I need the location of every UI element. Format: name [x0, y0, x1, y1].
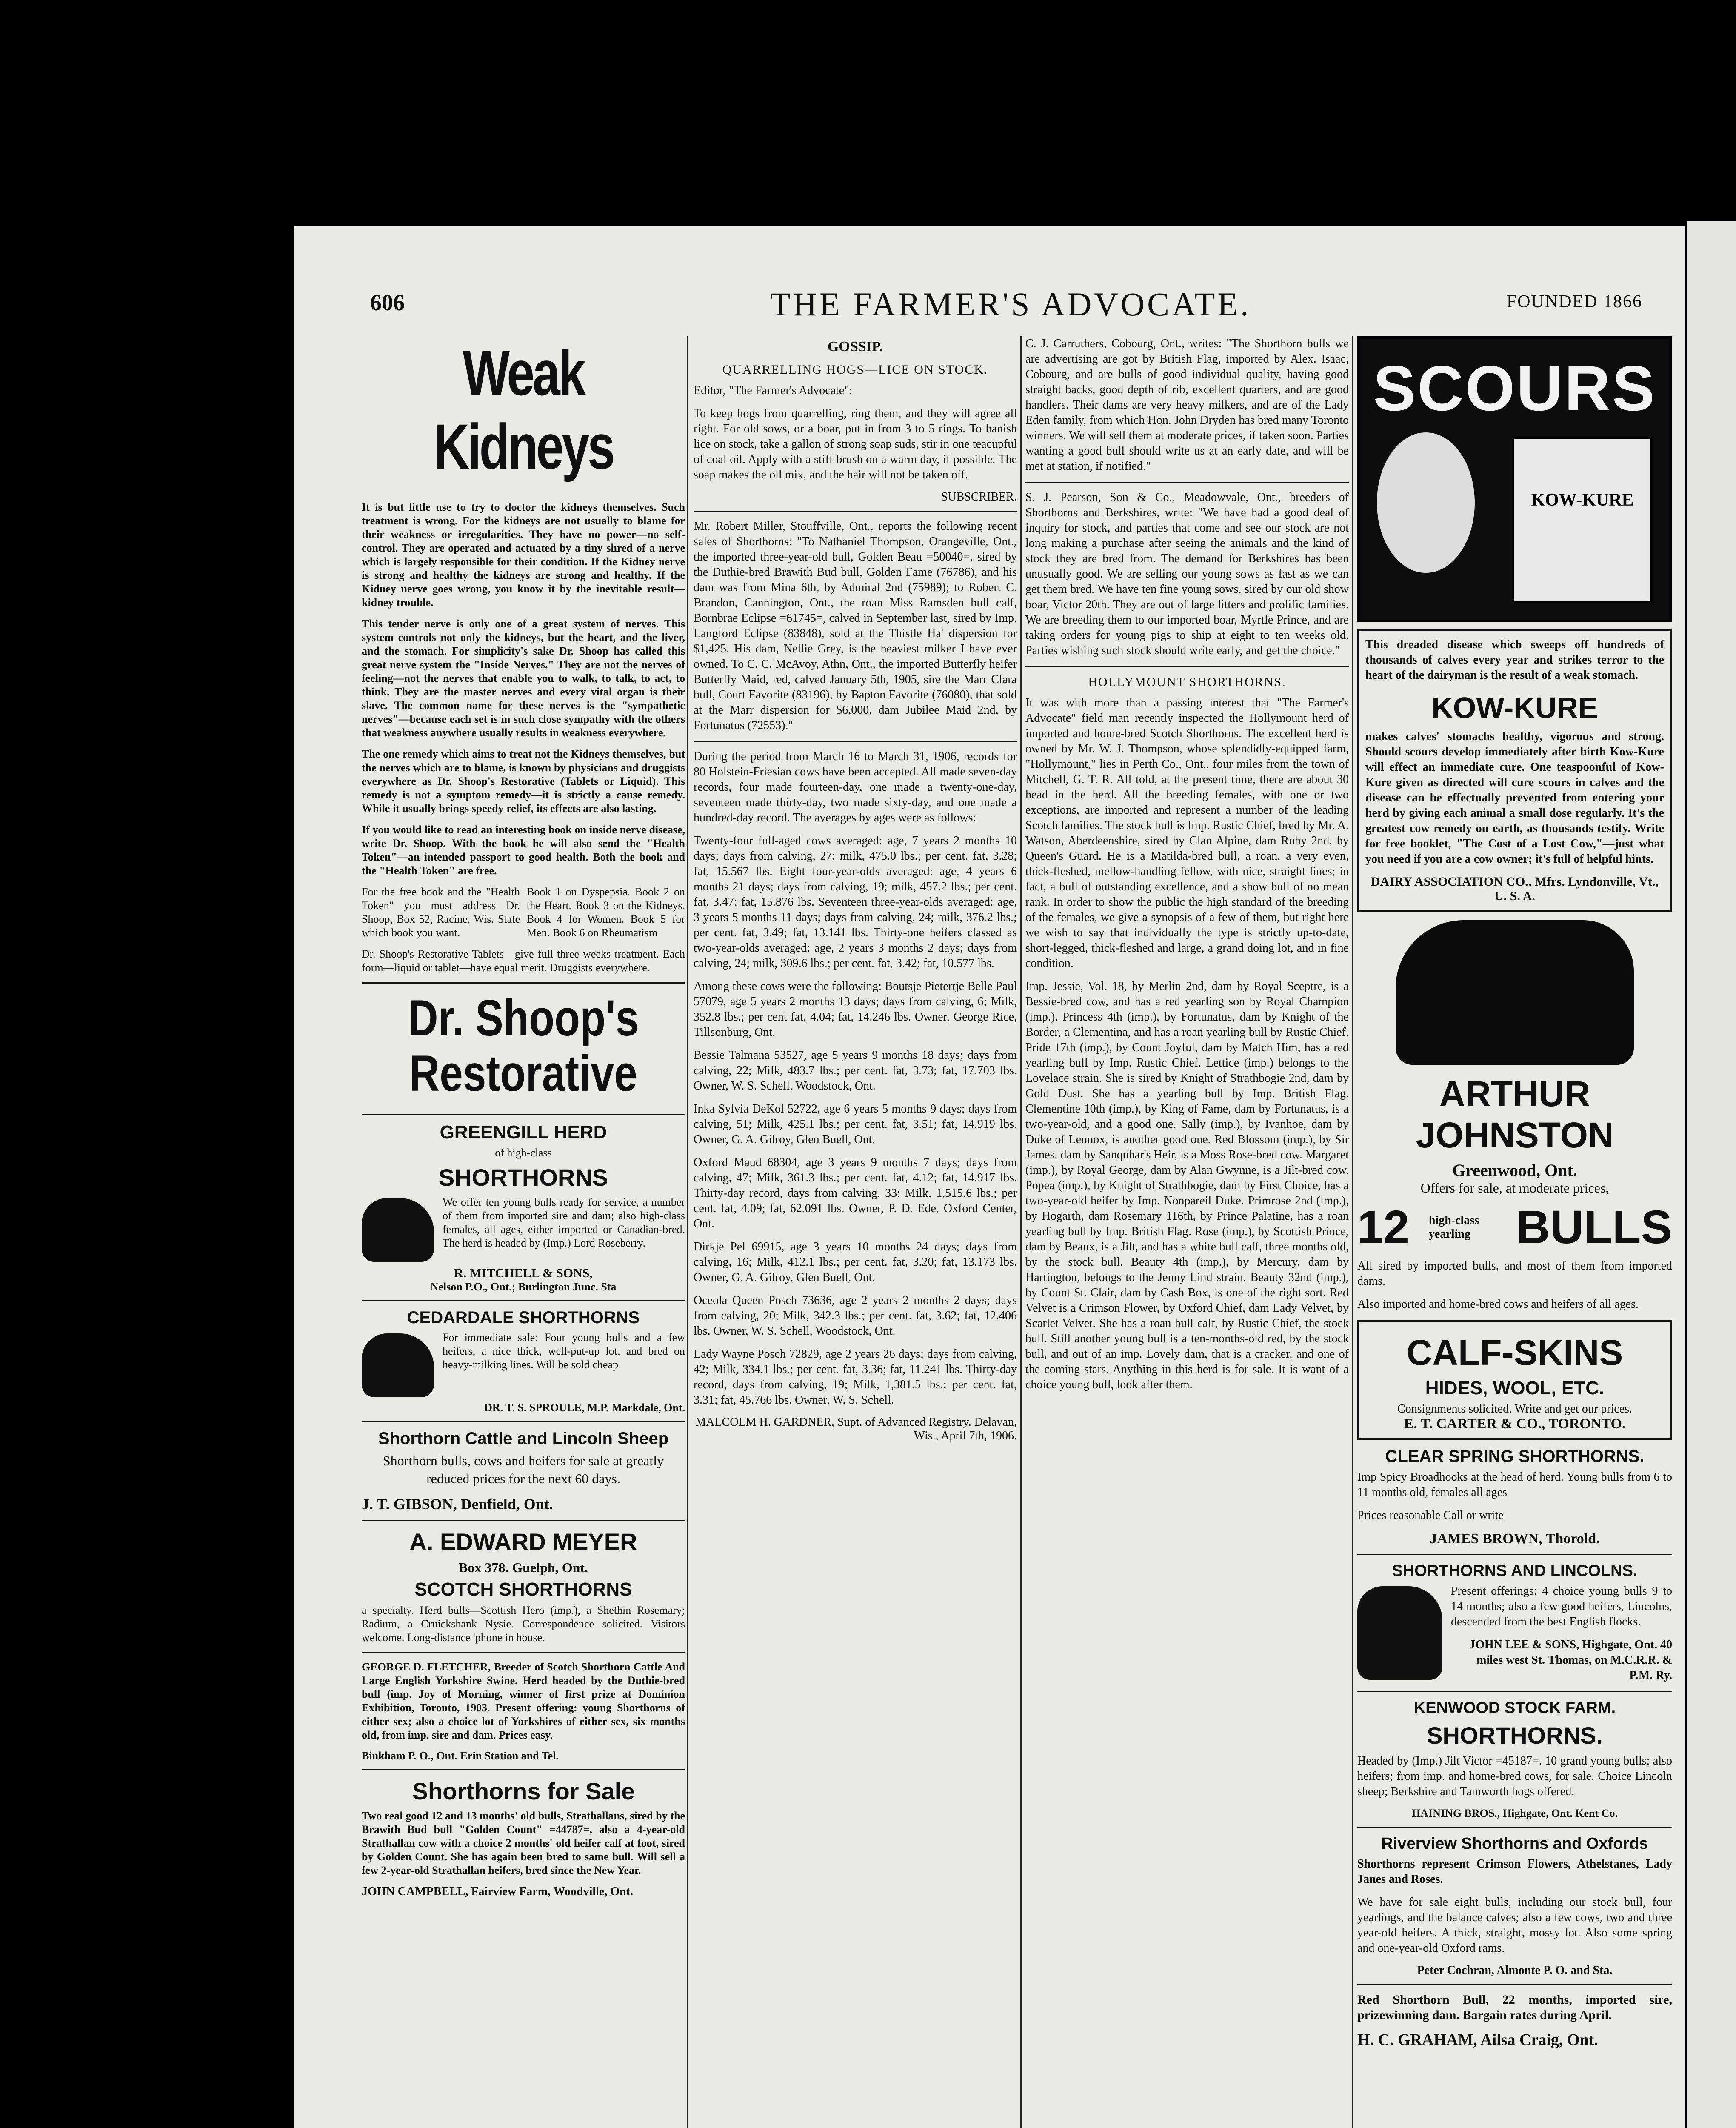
kidneys-paragraph: It is but little use to try to doctor the kidneys themselves. Such treatment is wrong. For the kidneys are not usually to blame for their weakness or irregularities. They have no power—no self-control. They are operated and actuated by a tiny shred of a nerve which is largely responsible for their condition. If the Kidney nerve is strong and healthy the kidneys are strong and healthy. If the Kidney nerve goes wrong, you know it by the inevitable result—kidney trouble.	[362, 501, 685, 609]
founded-line: FOUNDED 1866	[1506, 292, 1642, 312]
scours-title: SCOURS	[1373, 352, 1656, 424]
divider	[362, 1652, 685, 1653]
carruthers-item: C. J. Carruthers, Cobourg, Ont., writes: "The Shorthorn bulls we are advertising are got by British Flag, imported by Alex. Isaac, Cobourg, and are bulls of good individual quality, having good straight backs, good depth of rib, excellent quarters, and are good handlers. Their dams are very heavy milkers, and are of the Lady Eden family, from which Hon. John Dryden has bred many Toronto winners. We will sell them at moderate prices, if taken soon. Parties wanting a good bull should write us at an early date, and will be met at station, if notified."	[1025, 337, 1349, 473]
hides-heading: HIDES, WOOL, ETC.	[1425, 1378, 1605, 1399]
divider	[362, 1421, 685, 1422]
scours-ad-banner	[1357, 336, 1672, 622]
fletcher-body: GEORGE D. FLETCHER, Breeder of Scotch Shorthorn Cattle And Large English Yorkshire Swine. Herd headed by the Duthie-bred bull (imp. Joy of Morning, winner of first prize at Dominion Exhibition, Toronto, 1903. Present offering: young Shorthorns of either sex; also a choice lot of Yorkshires of either sex, six months old, from imp. sire and dam. Prices easy.	[362, 1661, 685, 1741]
adjacent-page-edge	[1687, 221, 1736, 2128]
divider	[362, 1769, 685, 1770]
kowkure-heading: KOW-KURE	[1431, 691, 1598, 724]
sheep-illustration	[1357, 1586, 1442, 1680]
greengill-body: We offer ten young bulls ready for service, a number of them from imported sire and dam; also high-class females, all ages, either imported or Canadian-bred. The herd is headed by (Imp.) Lord Roseberry.	[443, 1196, 685, 1249]
hollymount-heading: HOLLYMOUNT SHORTHORNS.	[1088, 675, 1286, 689]
cochran-sign: Peter Cochran, Almonte P. O. and Sta.	[1417, 1964, 1613, 1977]
column-2	[694, 336, 1017, 2128]
riverview-heading: Riverview Shorthorns and Oxfords	[1381, 1835, 1648, 1853]
hogs-heading: QUARRELLING HOGS—LICE ON STOCK.	[722, 363, 988, 377]
divider	[362, 1520, 685, 1521]
bulls-row	[1357, 1200, 1672, 1254]
restorative-title: Dr. Shoop's	[408, 990, 639, 1047]
greenwood: Greenwood, Ont.	[1452, 1161, 1577, 1180]
meyer-address: Box 378. Guelph, Ont.	[458, 1560, 588, 1575]
kenwood-shorthorns: SHORTHORNS.	[1427, 1722, 1603, 1749]
divider	[1025, 482, 1349, 483]
book-instructions: For the free book and the "Health Token" you must address Dr. Shoop, Box 52, Racine, Wis. State which book you want.	[362, 886, 520, 939]
greengill-sign: R. MITCHELL & SONS,	[454, 1266, 593, 1280]
greengill-heading: GREENGILL HERD	[440, 1122, 607, 1143]
greengill-sub: of high-class	[495, 1147, 552, 1159]
scotch-heading: SCOTCH SHORTHORNS	[414, 1579, 632, 1600]
meyer-body: a specialty. Herd bulls—Scottish Hero (imp.), a Shethin Rosemary; Radium, a Cruickshank Nysie. Correspondence solicited. Visitors welcome. Long-distance 'phone in house.	[362, 1604, 685, 1644]
lincoln-heading: Shorthorn Cattle and Lincoln Sheep	[378, 1429, 669, 1448]
highclass-label: high-class yearling	[1428, 1213, 1479, 1241]
column-1	[362, 336, 685, 2128]
johnlee-sign: JOHN LEE & SONS, Highgate, Ont. 40 miles west St. Thomas, on M.C.R.R. & P.M. Ry.	[1469, 1638, 1672, 1682]
carter-sign: E. T. CARTER & CO., TORONTO.	[1404, 1416, 1626, 1432]
greengill-shorthorns: SHORTHORNS	[438, 1164, 608, 1191]
column-rule	[1352, 336, 1353, 2128]
gardner-sign: MALCOLM H. GARDNER, Supt. of Advanced Registry. Delavan, Wis., April 7th, 1906.	[695, 1416, 1017, 1442]
jamesbrown-sign: JAMES BROWN, Thorold.	[1430, 1531, 1600, 1547]
column-4	[1357, 336, 1672, 2128]
kidneys-paragraph: The one remedy which aims to treat not the Kidneys themselves, but the nerves which are to blame, is known by physicians and druggists everywhere as Dr. Shoop's Restorative (Tablets or Liquid). This remedy is not a symptom remedy—it is strictly a cause remedy. While it usually brings speedy relief, its effects are also lasting.	[362, 748, 685, 815]
kenwood-body: Headed by (Imp.) Jilt Victor =45187=. 10 grand young bulls; also heifers; from imp. and home-bred cows, for sale. Choice Lincoln sheep; Berkshire and Tamworth hogs offered.	[1357, 1754, 1672, 1798]
hollymount-paragraph: Imp. Jessie, Vol. 18, by Merlin 2nd, dam by Royal Sceptre, is a Bessie-bred cow, and has a red yearling son by Royal Champion (imp.). Princess 4th (imp.), by Fortunatus, dam by Knight of the Border, a Clementina, and has a roan yearling bull by Rustic Chief. Pride 17th (imp.), by Count Joyful, dam by Match Him, has a red yearling bull by Imp. Rustic Chief. Lettice (imp.) belongs to the Lovelace strain. She is sired by Knight of Strathbogie 2nd, dam by Gold Dust. She has a yearling bull by Imp. British Flag. Clementine 10th (imp.), by King of Fame, dam by Fortunatus, is a two-year-old, and a good one. Sally (imp.), by Ivanhoe, dam by Duke of Lennox, is another good one. Red Blossom (imp.), by Sir James, dam by Sanquhar's Heir, is a Moss Rose-bred cow. Margaret (imp.), by Royal George, dam by Alan Gwynne, is a Jilt-bred cow. Popea (imp.), by Knight of Strathbogie, dam by First Choice, has a two-year-old heifer by Imp. Nonpareil Duke. Primrose 2nd (imp.), by Hogarth, dam Rosemary 116th, by Prince Palatine, has a roan yearling bull by Imp. British Flag. Rose (imp.), by Scottish Prince, dam by Beaux, is a Jilt, and has a white bull calf, three months old, by the stock bull. Beauty 4th (imp.), by Mercury, dam by Hartington, belongs to the Jenny Lind strain. Beauty 32nd (imp.), by Count St. Clair, dam by Cash Box, is one of the right sort. Red Velvet is a Crimson Flower, by Oxford Chief, dam Lady Velvet, by Scarlet Velvet. She has a roan bull calf, by Rustic Chief, the stock bull. Still another young bull is a ten-months-old red, by the stock bull, and out of an imp. Lovely dam, that is a cracker, and one of the coming stars. Anything in this herd is for sale. It is want of a choice young bull, look after them.	[1025, 980, 1349, 1391]
kenwood-heading: KENWOOD STOCK FARM.	[1413, 1699, 1616, 1717]
holstein-paragraph: Among these cows were the following: Boutsje Pietertje Belle Paul 57079, age 5 years 2 months 13 days; days from calving, 6; Milk, 352.8 lbs.; per cent fat, 4.04; fat, 14.246 lbs. Owner, George Rice, Tillsonburg, Ont.	[694, 980, 1017, 1039]
sheep-illustration	[362, 1198, 434, 1262]
gibson-sign: J. T. GIBSON, Denfield, Ont.	[362, 1496, 553, 1513]
bull-illustration	[362, 1333, 434, 1397]
kidneys-paragraph: If you would like to read an interesting book on inside nerve disease, write Dr. Shoop. With the book he will also send the "Health Token"—an intended passport to good health. Both the book and the "Health Token" are free.	[362, 824, 685, 877]
divider	[1357, 1827, 1672, 1828]
fletcher-address: Binkham P. O., Ont. Erin Station and Tel.	[362, 1750, 559, 1762]
page-number: 606	[370, 290, 405, 315]
kowkure-body: makes calves' stomachs healthy, vigorous and strong. Should scours develop immediately after birth Kow-Kure will effect an immediate cure. One teaspoonful of Kow-Kure given as directed will cure scours in calves and the disease can be effectually prevented from entering your herd by giving each animal a small dose regularly. It's the greatest cow remedy on earth, as thousands testify. Write for free booklet, "The Cost of a Lost Cow,"—just what you need if you are a cow owner; it's full of helpful hints.	[1365, 730, 1664, 866]
kowkure-tin-illustration	[1512, 437, 1653, 603]
divider	[1357, 1984, 1672, 1985]
book-list	[362, 885, 685, 947]
hollymount-paragraph: It was with more than a passing interest that "The Farmer's Advocate" field man recently inspected the Hollymount herd of imported and home-bred Scotch Shorthorns. The excellent herd is owned by Mr. W. J. Thompson, whose splendidly-equipped farm, "Hollymount," lies in Perth Co., Ont., four miles from the town of Mitchell, G. T. R. All told, at the present time, there are about 30 head in the herd. All the breeding females, with one or two exceptions, are imported and represent a number of the leading Scotch families. The stock bull is Imp. Rustic Chief, bred by Mr. A. Watson, Aberdeenshire, sired by Clan Alpine, dam Ruby 2nd, by Queen's Guard. He is a Matilda-bred bull, a roan, a very even, thick-fleshed, mellow-handling fellow, with nice, straight lines; in fact, a bull of outstanding excellence, and a show bull of no mean rank. In order to show the public the high standard of the breeding of the females, we give a synopsis of a few of them, but right here we wish to say that individually the type is strictly up-to-date, short-legged, thick-fleshed and large, a grand doing lot, and in fine condition.	[1025, 696, 1349, 970]
dairy-association: DAIRY ASSOCIATION CO., Mfrs. Lyndonville, Vt., U. S. A.	[1371, 875, 1659, 903]
clearspring-body: Imp Spicy Broadhooks at the head of herd. Young bulls from 6 to 11 months old, females all ages	[1357, 1470, 1672, 1499]
divider	[1357, 1554, 1672, 1555]
bull-illustration	[1396, 920, 1634, 1065]
holstein-paragraph: Bessie Talmana 53527, age 5 years 9 months 18 days; days from calving, 22; Milk, 483.7 lbs.; per cent. fat, 3.73; fat, 17.703 lbs. Owner, W. S. Schell, Woodstock, Ont.	[694, 1049, 1017, 1093]
cedardale-body: For immediate sale: Four young bulls and a few heifers, a nice thick, well-put-up lot, and bred on heavy-milking lines. Will be sold cheap	[443, 1331, 685, 1371]
sired-line: All sired by imported bulls, and most of them from imported dams.	[1357, 1259, 1672, 1288]
holstein-paragraph: Oceola Queen Posch 73636, age 2 years 2 months 2 days; days from calving, 20; Milk, 342.3 lbs.; per cent. fat, 3.62; fat, 12.406 lbs. Owner, W. S. Schell, Woodstock, Ont.	[694, 1294, 1017, 1338]
holstein-paragraph: Oxford Maud 68304, age 3 years 9 months 7 days; days from calving, 47; Milk, 361.3 lbs.; per cent. fat, 4.12; fat, 14.917 lbs. Thirty-day record, days from calving, 33; Milk, 1,515.6 lbs.; per cent. fat, 4.09; fat, 62.091 lbs. Owner, P. D. Ede, Oxford Center, Ont.	[694, 1156, 1017, 1230]
lincoln-body: Shorthorn bulls, cows and heifers for sale at greatly reduced prices for the next 60 days.	[383, 1453, 664, 1486]
gossip-heading: GOSSIP.	[827, 339, 883, 355]
book-titles: Book 1 on Dyspepsia. Book 2 on the Heart. Book 3 on the Kidneys. Book 4 for Women. Book 5 for Men. Book 6 on Rheumatism	[527, 886, 685, 939]
offers-line: Offers for sale, at moderate prices,	[1420, 1180, 1609, 1196]
divider	[694, 511, 1017, 512]
holstein-paragraph: Lady Wayne Posch 72829, age 2 years 26 days; days from calving, 42; Milk, 334.1 lbs.; per cent. fat, 3.36; fat, 11.241 lbs. Thirty-day record, days from calving, 19; Milk, 1,381.5 lbs.; per cent. fat, 3.31; fat, 45.766 lbs. Owner, W. S. Schell.	[694, 1347, 1017, 1407]
tin-label: KOW-KURE	[1531, 490, 1634, 510]
divider	[362, 1114, 685, 1115]
consign-line: Consignments solicited. Write and get our prices.	[1397, 1402, 1633, 1416]
column-rule	[687, 336, 688, 2128]
pearson-item: S. J. Pearson, Son & Co., Meadowvale, Ont., breeders of Shorthorns and Berkshires, write: "We have had a good deal of inquiry for stock, and parties that come and see our stock are not long making a purchase after seeing the animals and the kind of stock they are bred from. The demand for Berkshires has been unusually good. We are selling our young sows as fast as we can get them bred. We have ten fine young sows, sired by our old show boar, Victor 20th. They are out of large litters and prolific families. We are breeding them to our imported boar, Myrtle Prince, and are taking orders for young pigs to ship at eight to ten weeks old. Parties wishing such stock should write early, and get the choice."	[1025, 491, 1349, 657]
arthur-johnston-heading: ARTHUR JOHNSTON	[1416, 1074, 1614, 1155]
divider	[362, 982, 685, 984]
subscriber-sign: SUBSCRIBER.	[941, 490, 1017, 503]
column-rule	[1020, 336, 1022, 2128]
restorative-title: Restorative	[409, 1045, 637, 1102]
divider	[1357, 1691, 1672, 1692]
riverview-sub: Shorthorns represent Crimson Flowers, Athelstanes, Lady Janes and Roses.	[1357, 1857, 1672, 1886]
kowkure-box	[1357, 629, 1672, 912]
redbull-line: Red Shorthorn Bull, 22 months, imported sire, prizewinning dam. Bargain rates during April.	[1357, 1993, 1672, 2022]
holstein-paragraph: Inka Sylvia DeKol 52722, age 6 years 5 months 9 days; days from calving, 51; Milk, 425.1 lbs.; per cent. fat, 3.51; fat, 14.919 lbs. Owner, G. A. Gilroy, Glen Buell, Ont.	[694, 1102, 1017, 1146]
masthead: THE FARMER'S ADVOCATE.	[770, 286, 1251, 323]
divider	[362, 1300, 685, 1301]
bulls-word: BULLS	[1516, 1201, 1672, 1253]
haining-sign: HAINING BROS., Highgate, Ont. Kent Co.	[1412, 1807, 1618, 1819]
prices-line: Prices reasonable Call or write	[1357, 1509, 1504, 1522]
holstein-paragraph: During the period from March 16 to March 31, 1906, records for 80 Holstein-Friesian cows have been accepted. All made seven-day records, four made fourteen-day, one made a twenty-one-day, seventeen made thirty-day, two made sixty-day, and one made a hundred-day record. The averages by ages were as follows:	[694, 750, 1017, 824]
graham-sign: H. C. GRAHAM, Ailsa Craig, Ont.	[1357, 2031, 1598, 2049]
campbell-sign: JOHN CAMPBELL, Fairview Farm, Woodville, Ont.	[362, 1885, 634, 1898]
holstein-paragraph: Dirkje Pel 69915, age 3 years 10 months 24 days; days from calving, 16; Milk, 412.1 lbs.; per cent. fat, 3.20; fat, 13.173 lbs. Owner, G. A. Gilroy, Glen Buell, Ont.	[694, 1240, 1017, 1284]
clearspring-heading: CLEAR SPRING SHORTHORNS.	[1385, 1447, 1645, 1466]
column-3	[1025, 336, 1349, 2128]
kidneys-paragraph: This tender nerve is only one of a great system of nerves. This system controls not only the kidneys, but the heart, and the liver, and the stomach. For simplicity's sake Dr. Shoop has called this great nerve system the "Inside Nerves." They are not the nerves of feeling—not the nerves that enable you to walk, to talk, to act, to think. They are the master nerves and every vital organ is their slave. The common name for these nerves is the "sympathetic nerves"—because each set is in such close sympathy with the others that weakness anywhere usually results in weakness everywhere.	[362, 618, 685, 739]
riverview-body: We have for sale eight bulls, including our stock bull, four yearlings, and the balance calves; also a few cows, two and three year-old heifers. A thick, straight, mossy lot. Also some spring and one-year-old Oxford rams.	[1357, 1896, 1672, 1955]
meyer-heading: A. EDWARD MEYER	[409, 1528, 637, 1555]
also-line: Also imported and home-bred cows and heifers of all ages.	[1357, 1298, 1639, 1311]
sale-body: Two real good 12 and 13 months' old bulls, Strathallans, sired by the Brawith Bud bull "Golden Count" =44787=, also a 4-year-old Strathallan cow with a choice 2 months' old heifer calf at foot, sired by Golden Count. She has again been bred to same bull. Will sell a few 2-year-old Strathallan heifers, bred since the New Year.	[362, 1810, 685, 1876]
kidneys-title: Weak Kidneys	[433, 337, 614, 482]
divider	[1025, 666, 1349, 667]
greengill-address: Nelson P.O., Ont.; Burlington Junc. Sta	[430, 1281, 617, 1293]
twelve-number: 12	[1357, 1201, 1410, 1253]
lincolns-body: Present offerings: 4 choice young bulls 9 to 14 months; also a few good heifers, Lincolns, descended from the best English flocks.	[1451, 1585, 1672, 1628]
divider	[694, 741, 1017, 742]
miller-item: Mr. Robert Miller, Stouffville, Ont., reports the following recent sales of Shorthorns: "To Nathaniel Thompson, Orangeville, Ont., the imported three-year-old bull, Golden Beau =50040=, sired by the Duthie-bred Brawith Bud bull, Golden Fame (76786), and his dam was from Mina 6th, by Admiral 2nd (75989); to Robert C. Brandon, Cannington, Ont., the roan Miss Ramsden bull calf, Bornbrae Eclipse =61745=, calved in September last, sired by Imp. Langford Eclipse (83848), sold at the Thistle Ha' dispersion for $1,425. His dam, Nellie Grey, is the heaviest milker I have ever owned. To C. C. McAvoy, Athn, Ont., the imported Butterfly heifer Butterfly Maid, red, calved January 5th, 1905, sire the Marr Clara bull, Court Favorite (83196), by Bapton Favorite (76080), that sold at the Marr dispersion for $6,000, dam Jubilee Maid 2nd, by Fortunatus (72553)."	[694, 520, 1017, 732]
sale-heading: Shorthorns for Sale	[412, 1778, 635, 1805]
cedardale-sign: DR. T. S. SPROULE, M.P. Markdale, Ont.	[484, 1402, 685, 1414]
cedardale-heading: CEDARDALE SHORTHORNS	[407, 1308, 640, 1327]
cow-head-illustration	[1377, 432, 1475, 573]
newspaper-page	[294, 226, 1685, 2128]
scours-body: This dreaded disease which sweeps off hundreds of thousands of calves every year and strikes terror to the heart of the dairyman is the result of a weak stomach.	[1365, 638, 1664, 682]
calfskins-box	[1357, 1320, 1672, 1440]
calfskins-heading: CALF-SKINS	[1406, 1333, 1623, 1373]
editor-line: Editor, "The Farmer's Advocate":	[694, 384, 853, 397]
lincolns-heading: SHORTHORNS AND LINCOLNS.	[1392, 1562, 1638, 1580]
hogs-body: To keep hogs from quarrelling, ring them, and they will agree all right. For old sows, or a boar, put in from 3 to 5 rings. To banish lice on stock, take a gallon of strong soap suds, stir in one teacupful of coal oil. Apply with a stiff brush on a warm day, if possible. The soap makes the oil mix, and the hair will not be taken off.	[694, 407, 1017, 481]
holstein-paragraph: Twenty-four full-aged cows averaged: age, 7 years 2 months 10 days; days from calving, 27; milk, 475.0 lbs.; per cent. fat, 3.28; fat, 15.567 lbs. Eight four-year-olds averaged: age, 4 years 6 months 21 days; days from calving, 19; milk, 457.2 lbs.; per cent. fat, 3.47; fat, 15.876 lbs. Seventeen three-year-olds averaged: age, 3 years 5 months 11 days; days from calving, 24; milk, 376.2 lbs.; per cent. fat, 3.49; fat, 13.141 lbs. Thirty-one heifers classed as two-year-olds averaged: age, 2 years 3 months 2 days; days from calving, 24; milk, 309.6 lbs.; per cent. fat, 3.42; fat, 10.577 lbs.	[694, 834, 1017, 970]
tablets-note: Dr. Shoop's Restorative Tablets—give full three weeks treatment. Each form—liquid or tablet—have equal merit. Druggists everywhere.	[362, 948, 685, 974]
